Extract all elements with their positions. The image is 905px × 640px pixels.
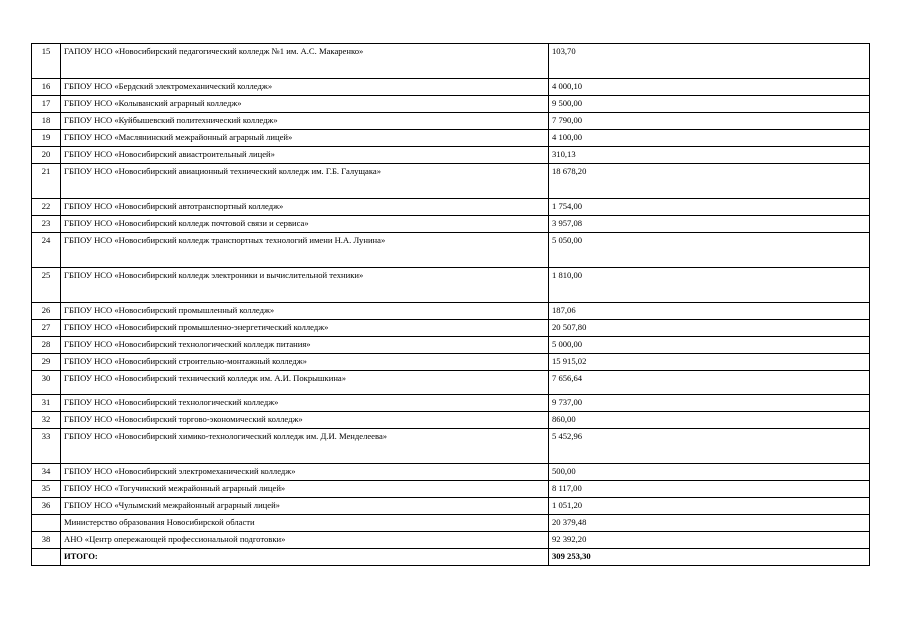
institution-name: ГБПОУ НСО «Новосибирский авиастроительный лицей» [61,147,549,164]
amount-value: 1 810,00 [549,268,870,303]
row-number: 38 [32,532,61,549]
amount-value: 1 051,20 [549,498,870,515]
row-number [32,515,61,532]
funding-table [31,43,870,566]
total-label: ИТОГО: [61,549,549,566]
amount-value: 15 915,02 [549,354,870,371]
table-row [32,412,870,429]
amount-value: 92 392,20 [549,532,870,549]
row-number: 23 [32,216,61,233]
institution-name: ГБПОУ НСО «Новосибирский технологический колледж» [61,395,549,412]
row-number: 31 [32,395,61,412]
row-number: 29 [32,354,61,371]
total-row [32,549,870,566]
institution-name: ГБПОУ НСО «Новосибирский промышленный колледж» [61,303,549,320]
institution-name: ГБПОУ НСО «Бердский электромеханический колледж» [61,79,549,96]
total-value: 309 253,30 [549,549,870,566]
institution-name: ГБПОУ НСО «Новосибирский строительно-монтажный колледж» [61,354,549,371]
institution-name: ГБПОУ НСО «Новосибирский колледж почтовой связи и сервиса» [61,216,549,233]
row-number: 20 [32,147,61,164]
table-row [32,113,870,130]
table-row [32,96,870,113]
table-row [32,216,870,233]
institution-name: ГАПОУ НСО «Новосибирский педагогический колледж №1 им. А.С. Макаренко» [61,44,549,79]
row-number: 17 [32,96,61,113]
row-number: 35 [32,481,61,498]
table-row [32,532,870,549]
institution-name: ГБПОУ НСО «Новосибирский торгово-экономический колледж» [61,412,549,429]
row-number: 24 [32,233,61,268]
amount-value: 5 050,00 [549,233,870,268]
amount-value: 860,00 [549,412,870,429]
row-number [32,549,61,566]
row-number: 32 [32,412,61,429]
institution-name: ГБПОУ НСО «Колыванский аграрный колледж» [61,96,549,113]
table-row [32,303,870,320]
amount-value: 20 507,80 [549,320,870,337]
row-number: 26 [32,303,61,320]
amount-value: 18 678,20 [549,164,870,199]
amount-value: 8 117,00 [549,481,870,498]
amount-value: 500,00 [549,464,870,481]
row-number: 36 [32,498,61,515]
table-row [32,429,870,464]
table-row [32,498,870,515]
institution-name: АНО «Центр опережающей профессиональной подготовки» [61,532,549,549]
institution-name: ГБПОУ НСО «Маслянинский межрайонный аграрный лицей» [61,130,549,147]
row-number: 16 [32,79,61,96]
amount-value: 5 452,96 [549,429,870,464]
institution-name: ГБПОУ НСО «Новосибирский технологический колледж питания» [61,337,549,354]
amount-value: 4 100,00 [549,130,870,147]
institution-name: ГБПОУ НСО «Новосибирский колледж электроники и вычислительной техники» [61,268,549,303]
amount-value: 3 957,08 [549,216,870,233]
institution-name: ГБПОУ НСО «Чулымский межрайонный аграрный лицей» [61,498,549,515]
institution-name: ГБПОУ НСО «Тогучинский межрайонный аграрный лицей» [61,481,549,498]
amount-value: 310,13 [549,147,870,164]
table-row [32,464,870,481]
institution-name: ГБПОУ НСО «Новосибирский химико-технологический колледж им. Д.И. Менделеева» [61,429,549,464]
table-row [32,44,870,79]
table-row [32,130,870,147]
row-number: 21 [32,164,61,199]
table-row [32,354,870,371]
row-number: 15 [32,44,61,79]
institution-name: ГБПОУ НСО «Новосибирский автотранспортный колледж» [61,199,549,216]
table-row [32,481,870,498]
amount-value: 9 737,00 [549,395,870,412]
institution-name: Министерство образования Новосибирской области [61,515,549,532]
amount-value: 7 656,64 [549,371,870,395]
institution-name: ГБПОУ НСО «Новосибирский электромеханический колледж» [61,464,549,481]
table-row [32,320,870,337]
institution-name: ГБПОУ НСО «Новосибирский авиационный технический колледж им. Г.Б. Галущака» [61,164,549,199]
amount-value: 5 000,00 [549,337,870,354]
table-row [32,79,870,96]
row-number: 22 [32,199,61,216]
amount-value: 7 790,00 [549,113,870,130]
amount-value: 103,70 [549,44,870,79]
row-number: 19 [32,130,61,147]
amount-value: 4 000,10 [549,79,870,96]
institution-name: ГБПОУ НСО «Новосибирский промышленно-энергетический колледж» [61,320,549,337]
table-row [32,395,870,412]
table-row [32,147,870,164]
row-number: 33 [32,429,61,464]
amount-value: 9 500,00 [549,96,870,113]
row-number: 25 [32,268,61,303]
row-number: 30 [32,371,61,395]
amount-value: 187,06 [549,303,870,320]
amount-value: 1 754,00 [549,199,870,216]
table-row [32,268,870,303]
row-number: 18 [32,113,61,130]
institution-name: ГБПОУ НСО «Куйбышевский политехнический колледж» [61,113,549,130]
table-row [32,371,870,395]
table-row [32,515,870,532]
institution-name: ГБПОУ НСО «Новосибирский технический колледж им. А.И. Покрышкина» [61,371,549,395]
amount-value: 20 379,48 [549,515,870,532]
row-number: 34 [32,464,61,481]
table-row [32,199,870,216]
table-row [32,337,870,354]
row-number: 28 [32,337,61,354]
table-row [32,164,870,199]
institution-name: ГБПОУ НСО «Новосибирский колледж транспортных технологий имени Н.А. Лунина» [61,233,549,268]
row-number: 27 [32,320,61,337]
table-row [32,233,870,268]
